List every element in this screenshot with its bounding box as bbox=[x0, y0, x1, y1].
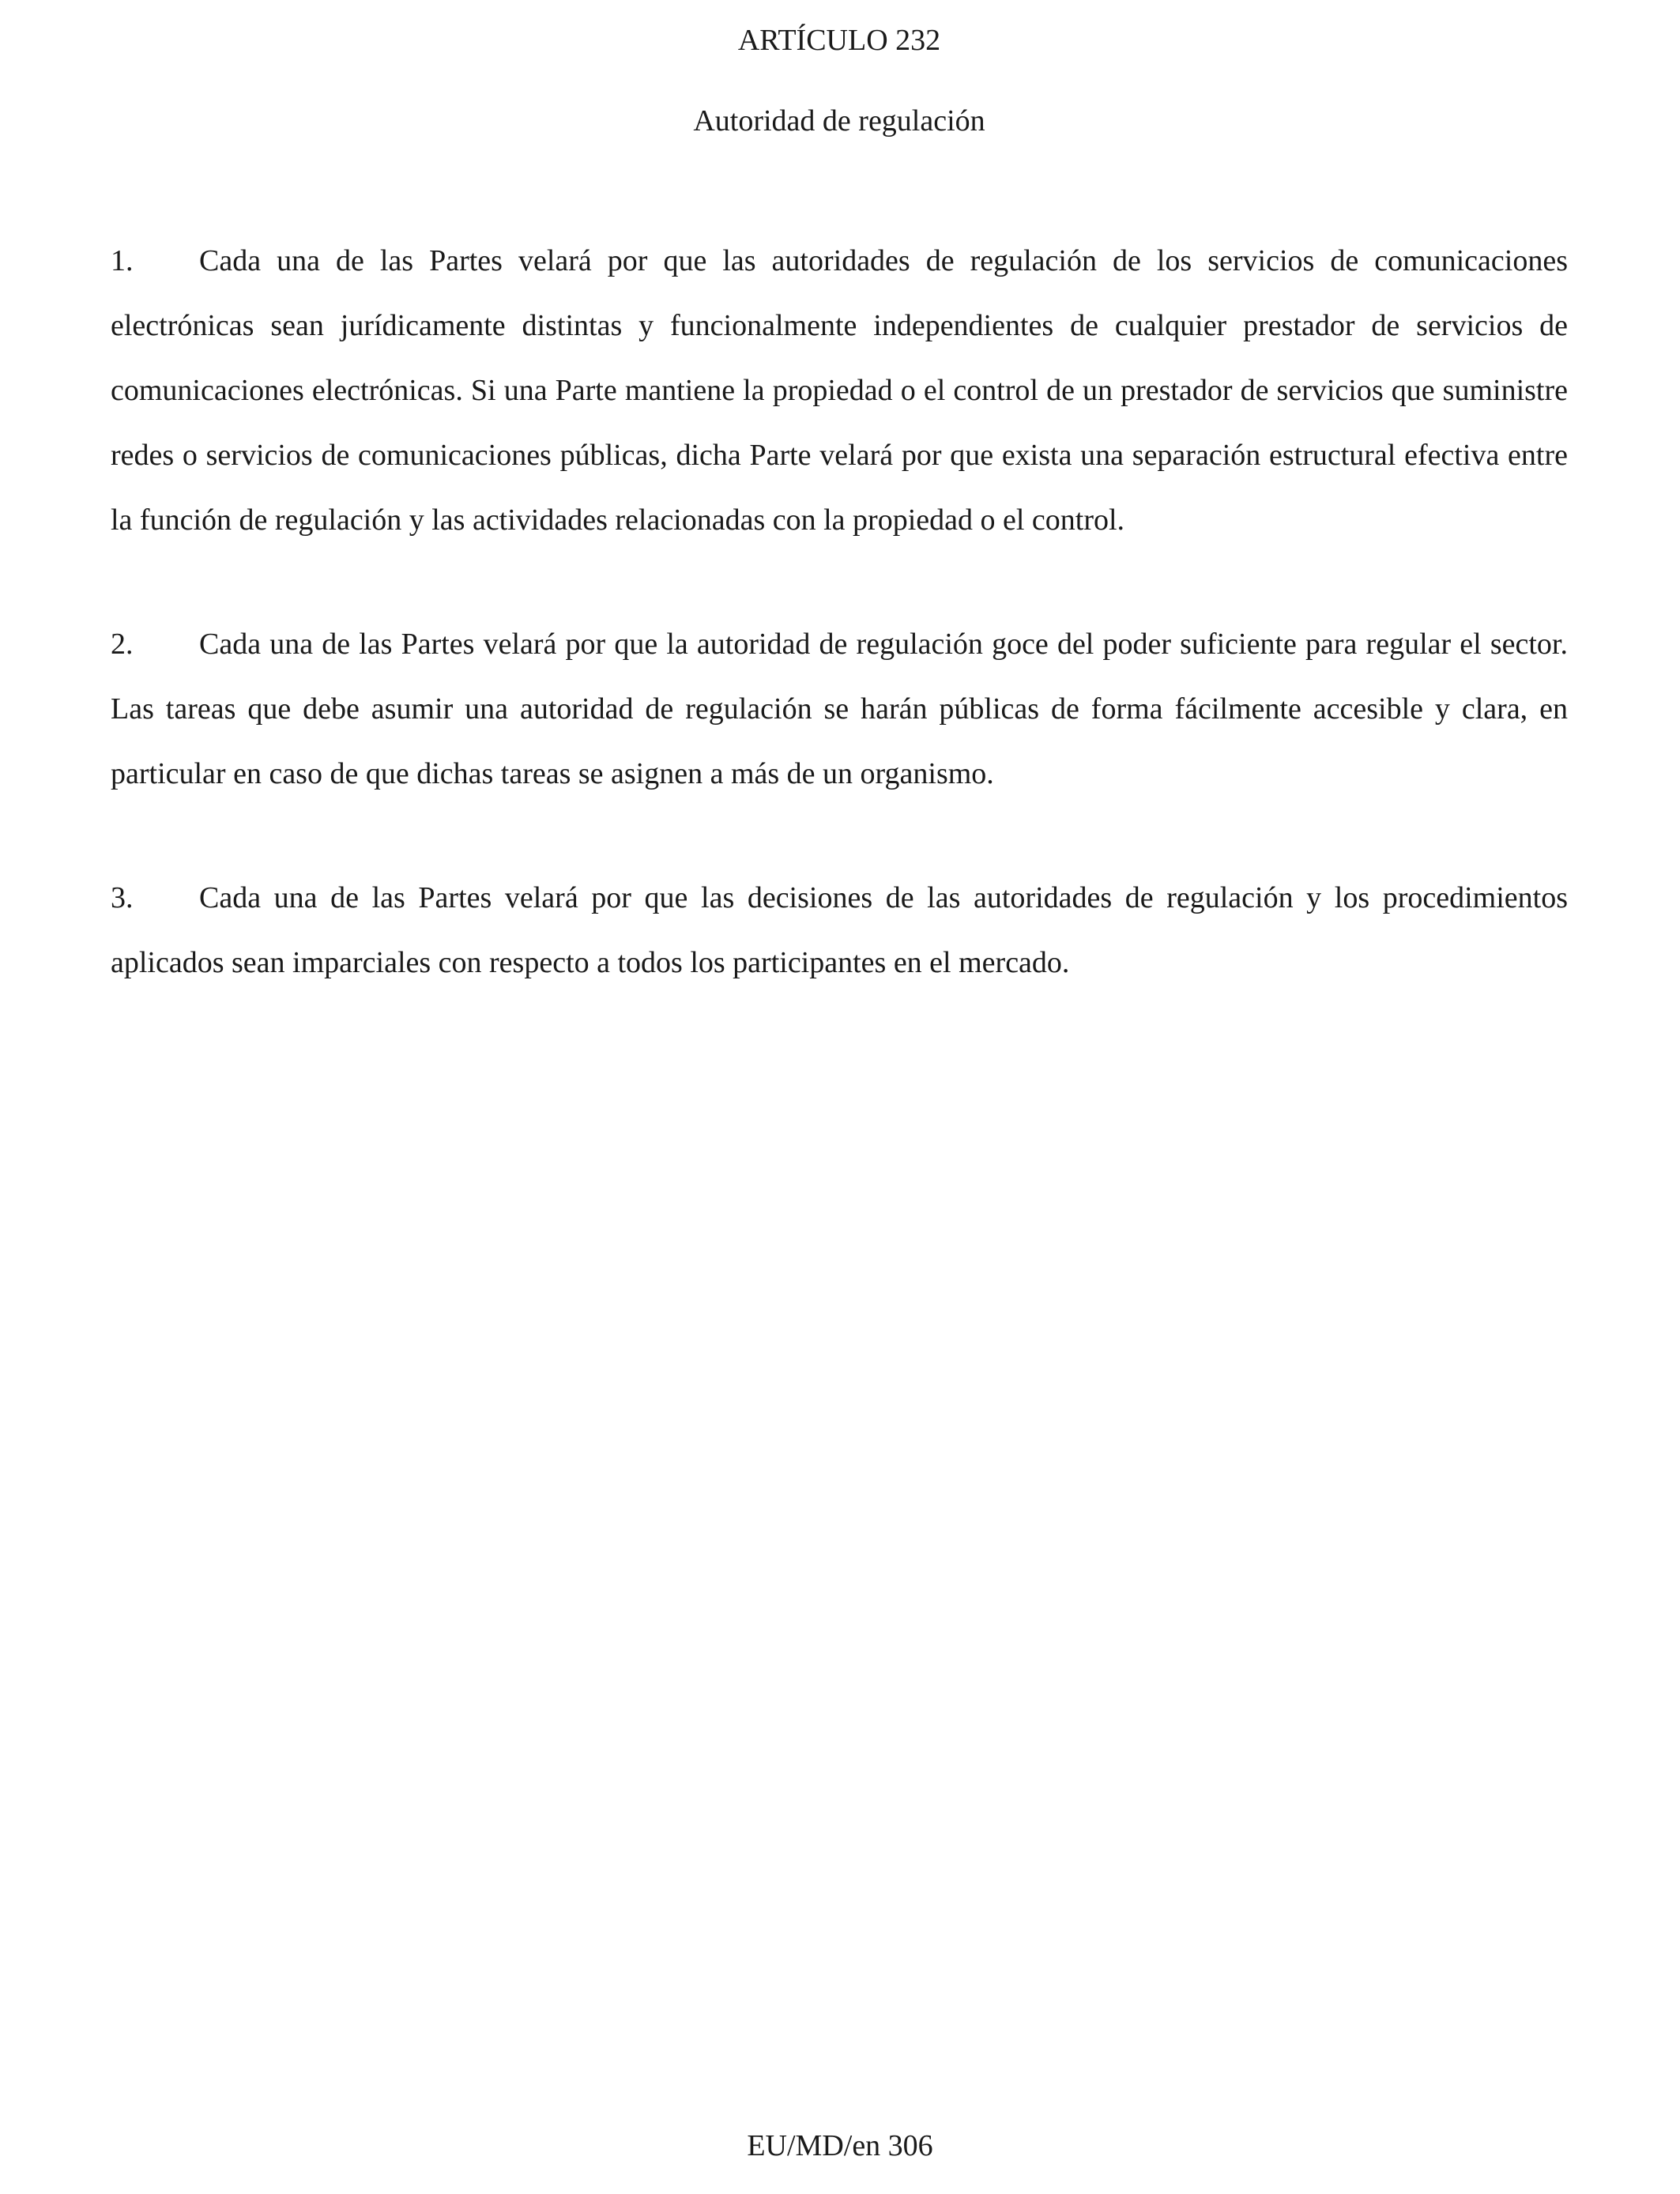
paragraph bbox=[111, 865, 1568, 995]
paragraph-number: 1. bbox=[111, 244, 134, 277]
paragraph bbox=[111, 612, 1568, 806]
article-subtitle: Autoridad de regulación bbox=[693, 104, 985, 138]
paragraph-text: Cada una de las Partes velará por que las autoridades de regulación de los servicios de comunicaciones electrónicas sean jurídicamente distintas y funcionalmente independientes de cualquier prestador de servicios de comunicaciones electrónicas. Si una Parte mantiene la propiedad o el control de un prestador de servicios que suministre redes o servicios de comunicaciones públicas, dicha Parte velará por que exista una separación estructural efectiva entre la función de regulación y las actividades relacionadas con la propiedad o el control. bbox=[111, 244, 1568, 537]
paragraph-number: 2. bbox=[111, 628, 134, 661]
paragraph-number: 3. bbox=[111, 881, 134, 914]
paragraph-text: Cada una de las Partes velará por que las decisiones de las autoridades de regulación y los procedimientos aplicados sean imparciales con respecto a todos los participantes en el mercado. bbox=[111, 881, 1568, 979]
paragraph-text: Cada una de las Partes velará por que la autoridad de regulación goce del poder suficiente para regular el sector. Las tareas que debe asumir una autoridad de regulación se harán públicas de forma fácilmente accesible y clara, en particular en caso de que dichas tareas se asignen a más de un organismo. bbox=[111, 628, 1568, 790]
article-title: ARTÍCULO 232 bbox=[737, 24, 941, 57]
page-footer: EU/MD/en 306 bbox=[747, 2129, 933, 2162]
document-content bbox=[0, 0, 1680, 995]
paragraph bbox=[111, 228, 1568, 552]
